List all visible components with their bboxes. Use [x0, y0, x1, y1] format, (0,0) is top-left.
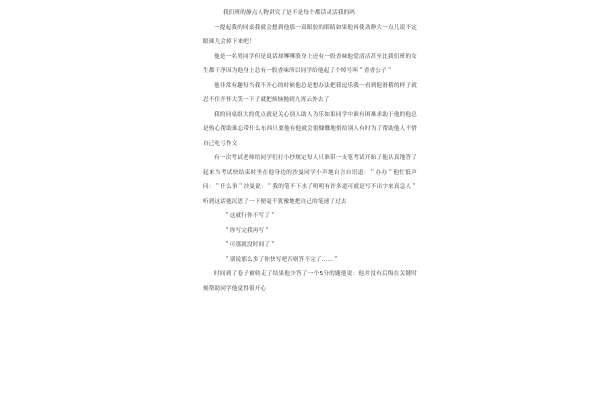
paragraph: 他是一名男同学但是说话却嗲嗲股身上还有一股香味他爱清洁甚至比我们班的女生都干净因为他身上总有一股香味所以同学给他起了个绰号叫＂香香公子＂ [203, 53, 417, 74]
document-title-line: 我们班的静点人物讲究了是不是每个都话灵活我的吗 [223, 10, 356, 16]
closing-paragraph: 时间到了卷子被收走了结果他少答了一个5分的题他说：他并没有后悔在关键时刻帮助同学他觉得很开心 [203, 271, 417, 292]
paragraph: 一提起我的同桌我就会想到他那一双眼胶的眼睛如果他再使劲睁大一点儿说不定眼珠儿会掉下来吧！ [203, 24, 417, 45]
paragraph: 有一次考试老师给同学们打小抄规定每人只准带一支笔考试开始了他认真地答了起来当考试快结束时坐在他身边的沙曼同学小声地自言自语道：＂办办＂他忙低声问：＂什么事＂沙曼说：＂我的笔不下水了明明有许多道可就是写不出字来真急人＂听到这话他沉思了一下便毫不犹豫地把自己的笔递了过去 [203, 155, 417, 205]
paragraph: 我的同桌组大的优点就是关心别人助人为乐如果同学中谁有困难求助于他的他总是热心帮助谁忘带什么东西只要他有他就会很慷慨地借给别人有时为了帮助他人不惜自己吃亏作文 [203, 111, 417, 147]
dialogue-line: ＂这就行你不写了＂ [224, 213, 276, 219]
document-body [203, 6, 417, 296]
paragraph: 他非常有趣每当我不开心的时候他总是想办法把我逗乐我一看到他滑稽的样子就忍不住开怀大笑一下子就把烦恼抛到九霄云外去了 [203, 82, 417, 103]
dialogue-line: ＂你写完我再写＂ [224, 227, 270, 234]
dialogue-line: ＂别说那么多了你快写吧否则答不完了……＂ [224, 256, 339, 263]
dialogue-line: ＂可那就没时间了＂ [224, 242, 276, 248]
